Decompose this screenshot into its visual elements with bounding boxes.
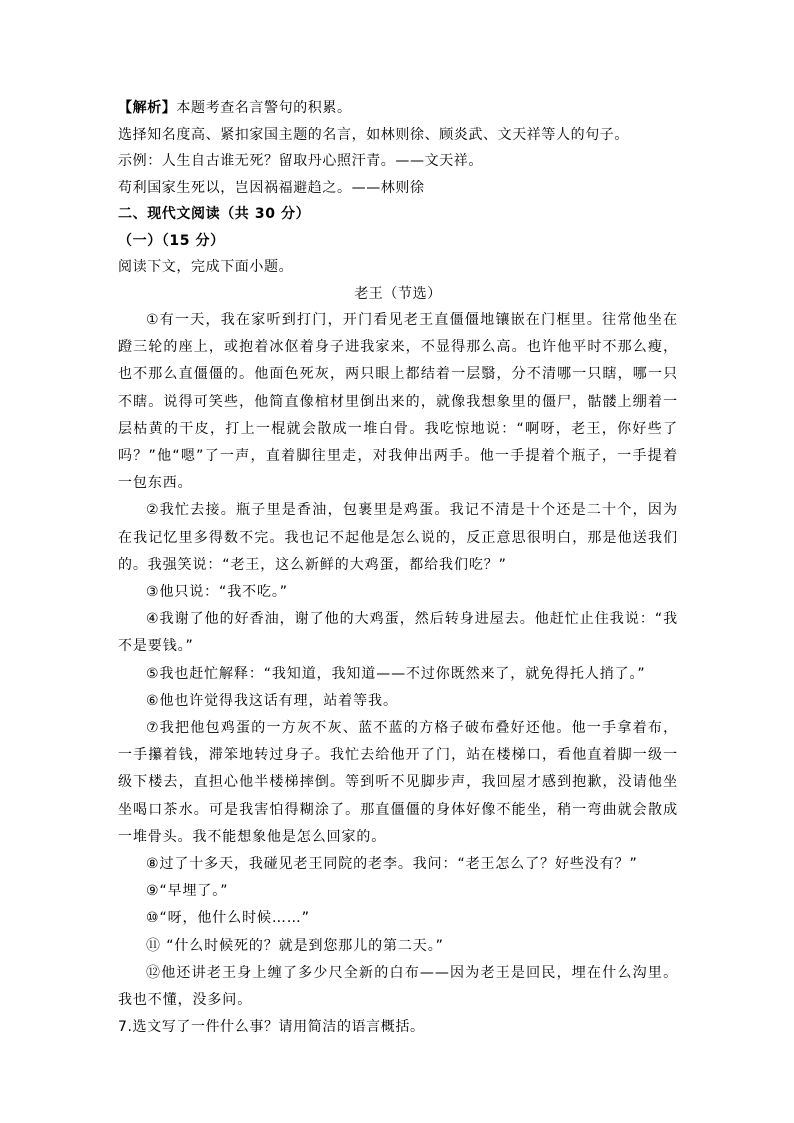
analysis-instruction: 选择知名度高、紧扣家国主题的名言，如林则徐、顾炎武、文天祥等人的句子。 bbox=[118, 126, 629, 143]
article-paragraph-10: ⑩“呀，他什么时候……” bbox=[146, 910, 310, 927]
article-paragraph-1: ①有一天，我在家听到打门，开门看见老王直僵僵地镶嵌在门框里。往常他坐在蹬三轮的座上，或抱着冰伛着身子进我家来，不显得那么高。也许他平时不那么瘦，也不那么直僵僵的。他面色死灰，两只眼上都结着一层翳，分不清哪一只瞎，哪一只不瞎。说得可笑些，他简直像棺材里倒出来的，就像我想象里的僵尸，骷髅上绷着一层枯黄的干皮，打上一棍就会散成一堆白骨。我吃惊地说：“啊呀，老王，你好些了吗？”他“嗯”了一声，直着脚往里走，对我伸出两手。他一手提着个瓶子，一手提着一包东西。 bbox=[118, 312, 678, 492]
document-content bbox=[118, 95, 678, 1041]
question-7: 7.选文写了一件什么事？请用简洁的语言概括。 bbox=[118, 1019, 425, 1036]
article-paragraph-9: ⑨“早埋了。” bbox=[146, 883, 229, 900]
article-title: 老王（节选） bbox=[354, 285, 442, 302]
analysis-label: 【解析】 bbox=[118, 100, 177, 116]
article-paragraph-11: ⑪ “什么时候死的？就是到您那儿的第二天。” bbox=[146, 937, 444, 954]
article-paragraph-12: ⑫他还讲老王身上缠了多少尺全新的白布——因为老王是回民，埋在什么沟里。我也不懂，没多问。 bbox=[118, 964, 678, 1009]
section-title: 二、现代文阅读（共 30 分） bbox=[118, 206, 311, 222]
article-paragraph-5: ⑤我也赶忙解释：“我知道，我知道——不过你既然来了，就免得托人捎了。” bbox=[146, 665, 646, 682]
analysis-intro: 本题考查名言警句的积累。 bbox=[176, 100, 352, 116]
article-paragraph-2: ②我忙去接。瓶子里是香油，包裹里是鸡蛋。我记不清是十个还是二十个，因为在我记忆里多得数不完。我也记不起他是怎么说的，反正意思很明白，那是他送我们的。我强笑说：“老王，这么新鲜的大鸡蛋，都给我们吃？” bbox=[118, 502, 678, 573]
article-paragraph-4: ④我谢了他的好香油，谢了他的大鸡蛋，然后转身进屋去。他赶忙止住我说：“我不是要钱。” bbox=[118, 611, 678, 655]
article-paragraph-3: ③他只说：“我不吃。” bbox=[146, 584, 288, 601]
analysis-intro-line bbox=[118, 95, 678, 122]
part-title: （一）（15 分） bbox=[118, 232, 225, 249]
article-body bbox=[118, 307, 678, 1014]
article-paragraph-8: ⑧过了十多天，我碰见老王同院的老李。我问：“老王怎么了？好些没有？” bbox=[146, 856, 638, 873]
article-paragraph-6: ⑥他也许觉得我这话有理，站着等我。 bbox=[146, 692, 398, 709]
reading-directive: 阅读下文，完成下面小题。 bbox=[118, 259, 294, 275]
analysis-example-1: 示例：人生自古谁无死？留取丹心照汗青。——文天祥。 bbox=[118, 153, 483, 169]
analysis-example-2: 苟利国家生死以，岂因祸福避趋之。——林则徐 bbox=[118, 179, 425, 196]
article-paragraph-7: ⑦我把他包鸡蛋的一方灰不灰、蓝不蓝的方格子破布叠好还他。他一手拿着布，一手攥着钱，滞笨地转过身子。我忙去给他开了门，站在楼梯口，看他直着脚一级一级下楼去，直担心他半楼梯摔倒。等到听不见脚步声，我回屋才感到抱歉，没请他坐坐喝口茶水。可是我害怕得糊涂了。那直僵僵的身体好像不能坐，稍一弯曲就会散成一堆骨头。我不能想象他是怎么回家的。 bbox=[118, 720, 678, 845]
